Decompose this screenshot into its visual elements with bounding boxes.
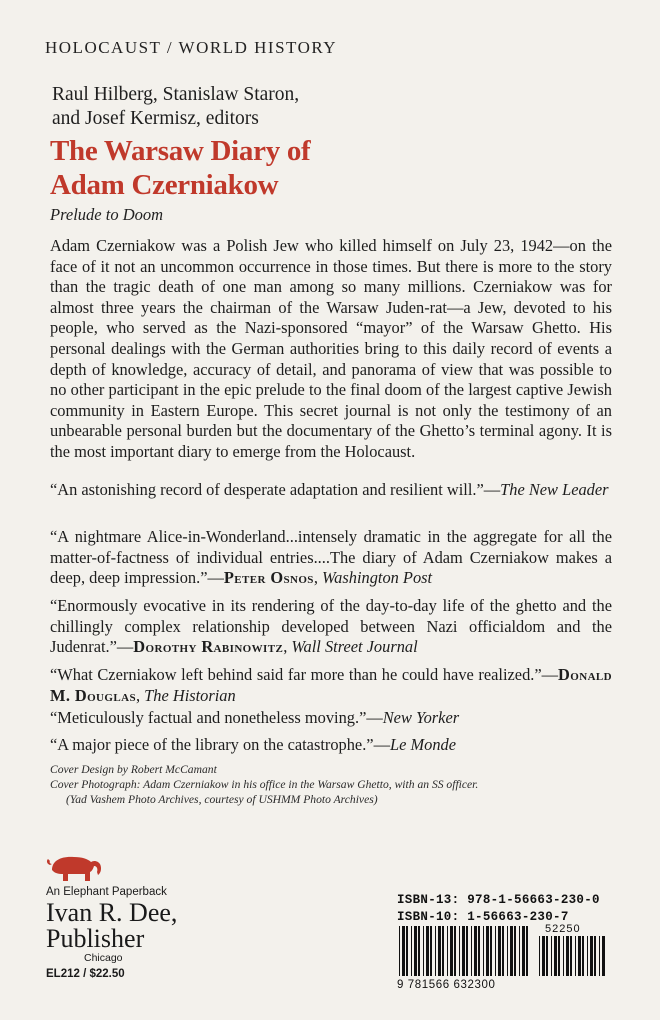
book-subtitle: Prelude to Doom — [50, 205, 164, 224]
editors-line-1: Raul Hilberg, Stanislaw Staron, — [52, 84, 300, 105]
quote-author: Donald M. Douglas — [50, 665, 612, 705]
elephant-icon — [46, 852, 104, 882]
barcode-price-addon: 52250 — [545, 923, 581, 935]
publisher-name — [46, 900, 177, 952]
quote-text: “A major piece of the library on the catastrophe.”— — [50, 735, 390, 754]
publisher-city: Chicago — [84, 952, 123, 964]
book-title — [50, 134, 310, 202]
quote-source: Wall Street Journal — [291, 637, 418, 657]
review-quote — [50, 480, 612, 501]
quote-author: Peter Osnos — [223, 568, 314, 588]
isbn10-label: ISBN-10: 1-56663-230-7 — [397, 910, 569, 924]
editors-credit — [52, 83, 299, 131]
book-title-line-1: The Warsaw Diary of — [50, 135, 311, 167]
isbn-barcode — [397, 922, 607, 990]
quote-text: “Enormously evocative in its rendering of the day-to-day life of the ghetto and the chillingly complex relationship developed between Nazi officialdom and the Judenrat.”— — [50, 596, 612, 657]
publisher-name-line-2: Publisher — [46, 924, 145, 953]
cover-photo-credit: Cover Photograph: Adam Czerniakow in his office in the Warsaw Ghetto, with an SS officer. — [50, 778, 479, 791]
category-label: HOLOCAUST / WORLD HISTORY — [45, 38, 338, 57]
review-quote — [50, 708, 612, 729]
quote-text: “What Czerniakow left behind said far more than he could have realized.”— — [50, 665, 559, 684]
price-code: EL212 / $22.50 — [46, 968, 125, 980]
review-quote — [50, 735, 612, 756]
cover-photo-source: (Yad Vashem Photo Archives, courtesy of USHMM Photo Archives) — [66, 793, 378, 806]
quote-source: The Historian — [144, 685, 236, 705]
cover-credits — [50, 762, 610, 807]
quote-text: “An astonishing record of desperate adaptation and resilient will.”— — [50, 480, 501, 499]
quote-text: “Meticulously factual and nonetheless moving.”— — [50, 708, 383, 727]
publisher-name-line-1: Ivan R. Dee, — [46, 898, 178, 927]
barcode-bars-addon — [539, 936, 605, 976]
book-title-line-2: Adam Czerniakow — [50, 169, 279, 201]
quote-text: “A nightmare Alice-in-Wonderland...intensely dramatic in the aggregate for all the matter-of-factness of individual entries....The diary of Adam Czerniakow makes a deep, deep impression.”— — [50, 527, 612, 588]
quote-source: Le Monde — [389, 735, 456, 754]
quote-author: Dorothy Rabinowitz — [133, 637, 284, 657]
isbn13-label: ISBN-13: 978-1-56663-230-0 — [397, 893, 600, 907]
imprint-label: An Elephant Paperback — [46, 886, 167, 898]
barcode-ean-number: 9 781566 632300 — [397, 979, 496, 990]
book-description: Adam Czerniakow was a Polish Jew who killed himself on July 23, 1942—on the face of it not an uncommon occurrence in those times. But there is more to the story than the tragic death of one man among so many millions. Czerniakow was for almost three years the chairman of the Warsaw Juden-rat—a Jew, devoted to his people, who served as the Nazi-sponsored “mayor” of the Warsaw Ghetto. His personal dealings with the German authorities bring to this daily record of events a depth of knowledge, accuracy of detail, and panorama of view that was possible to no other participant in the epic prelude to the final doom of the largest captive Jewish community in Eastern Europe. This secret journal is not only the testimony of an unbearable personal burden but the documentary of the Ghetto’s terminal agony. It is the most important diary to emerge from the Holocaust. — [50, 236, 612, 461]
barcode-bars-main — [399, 926, 528, 976]
quote-source: Washington Post — [322, 568, 433, 588]
review-quote: “What Czerniakow left behind said far more than he could have realized.”—Donald M. Douglas, The Historian — [50, 665, 612, 705]
cover-design-credit: Cover Design by Robert McCamant — [50, 763, 217, 776]
quote-source: New Yorker — [382, 708, 460, 727]
editors-line-2: and Josef Kermisz, editors — [52, 108, 259, 129]
quote-source: The New Leader — [500, 480, 609, 499]
review-quote: “A nightmare Alice-in-Wonderland...intensely dramatic in the aggregate for all the matter-of-factness of individual entries....The diary of Adam Czerniakow makes a deep, deep impression.”—Peter Osnos, Washington Post — [50, 527, 612, 588]
review-quote: “Enormously evocative in its rendering of the day-to-day life of the ghetto and the chillingly complex relationship developed between Nazi officialdom and the Judenrat.”—Dorothy Rabinowitz, Wall Street Journal — [50, 596, 612, 657]
